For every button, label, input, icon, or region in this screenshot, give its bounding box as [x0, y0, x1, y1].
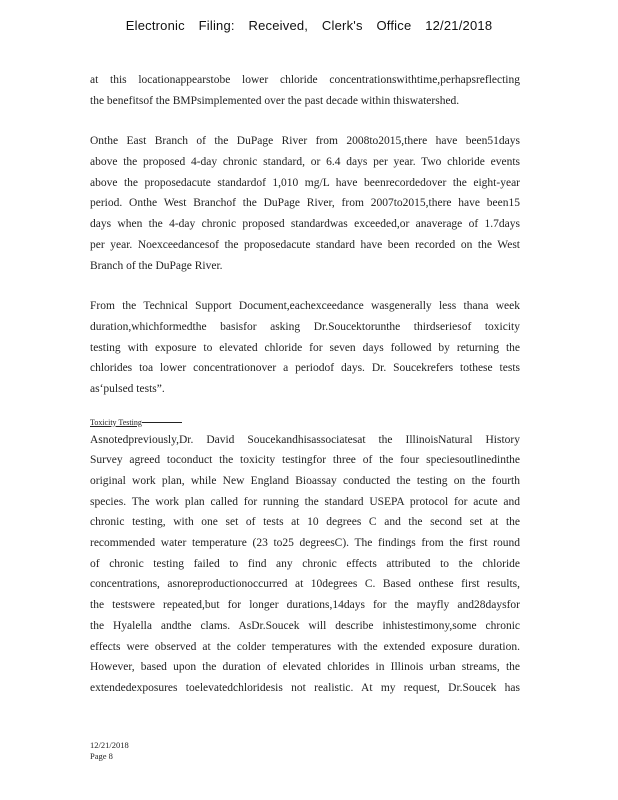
section-heading [90, 416, 520, 430]
section-heading-text: Toxicity Testing [90, 417, 142, 427]
text-line: extendedexposures toelevatedchloridesis not realistic. At my request, Dr.Soucek has [90, 681, 520, 694]
text-line: duration,whichformedthe basisfor asking Dr.Soucektorunthe thirdseriesof toxicity [90, 320, 520, 333]
text-line: recommended water temperature (23 to25 degreesC). The findings from the first round [90, 537, 520, 550]
text-line: effects were observed at the colder temperatures with the extended exposure duration. [90, 640, 520, 653]
page-number: Page 8 [90, 751, 113, 761]
text-line: species. The work plan called for running the standard USEPA protocol for acute and [90, 495, 520, 508]
text-line: days when the 4-day chronic proposed standardwas exceeded,or anaverage of 1.7days [90, 218, 520, 231]
paragraph [90, 131, 520, 276]
text-line: above the proposed 4-day chronic standard, or 6.4 days per year. Two chloride events [90, 156, 520, 169]
text-line: of chronic testing failed to find any chronic effects attributed to the chloride [90, 557, 520, 570]
text-line: the benefitsof the BMPsimplemented over the past decade within thiswatershed. [90, 94, 460, 107]
page-header: Electronic Filing: Received, Clerk's Office 12/21/2018 [125, 18, 493, 33]
text-line: From the Technical Support Document,eachexceedance wasgenerally less thana week [90, 300, 520, 313]
text-line: testing with exposure to elevated chloride for seven days followed by returning the [90, 341, 520, 354]
text-line: the Hyalella andthe clams. AsDr.Soucek will describe inhistestimony,some chronic [90, 619, 520, 632]
text-line: above the proposedacute standardof 1,010 mg/L have beenrecordedover the eight-year [90, 176, 520, 189]
text-line: at this locationappearstobe lower chloride concentrationswithtime,perhapsreflecting [90, 74, 520, 86]
text-line: Branch of the DuPage River. [90, 259, 223, 272]
text-line: However, based upon the duration of elevated chlorides in Illinois urban streams, the [90, 661, 520, 674]
paragraph [90, 296, 520, 399]
text-line: as‘pulsed tests”. [90, 382, 165, 395]
text-line: Survey agreed toconduct the toxicity testingfor three of the four speciesoutlinedinthe [90, 454, 520, 467]
text-line: per year. Noexceedancesof the proposedacute standard have been recorded on the West [90, 238, 520, 251]
document-body [90, 70, 520, 699]
text-line: the testswere repeated,but for longer durations,14days for the mayfly and28daysfor [90, 599, 520, 612]
text-line: Onthe East Branch of the DuPage River from 2008to2015,there have been51days [90, 135, 520, 148]
text-line: Asnotedpreviously,Dr. David Soucekandhisassociatesat the IllinoisNatural History [90, 433, 520, 446]
footer-date: 12/21/2018 [90, 740, 129, 750]
paragraph [90, 70, 520, 111]
page-footer [90, 740, 129, 762]
paragraph [90, 430, 520, 699]
text-line: period. Onthe West Branchof the DuPage River, from 2007to2015,there have been15 [90, 197, 520, 210]
text-line: concentrations, asnoreproductionoccurred at 10degrees C. Based onthese first results, [90, 578, 520, 591]
text-line: chlorides toa lower concentrationover a periodof days. Dr. Soucekrefers tothese tests [90, 362, 520, 375]
text-line: chronic testing, with one set of tests at 10 degrees C and the second set at the [90, 516, 520, 529]
text-line: original work plan, while New England Bioassay conducted the testing on the fourth [90, 475, 520, 487]
